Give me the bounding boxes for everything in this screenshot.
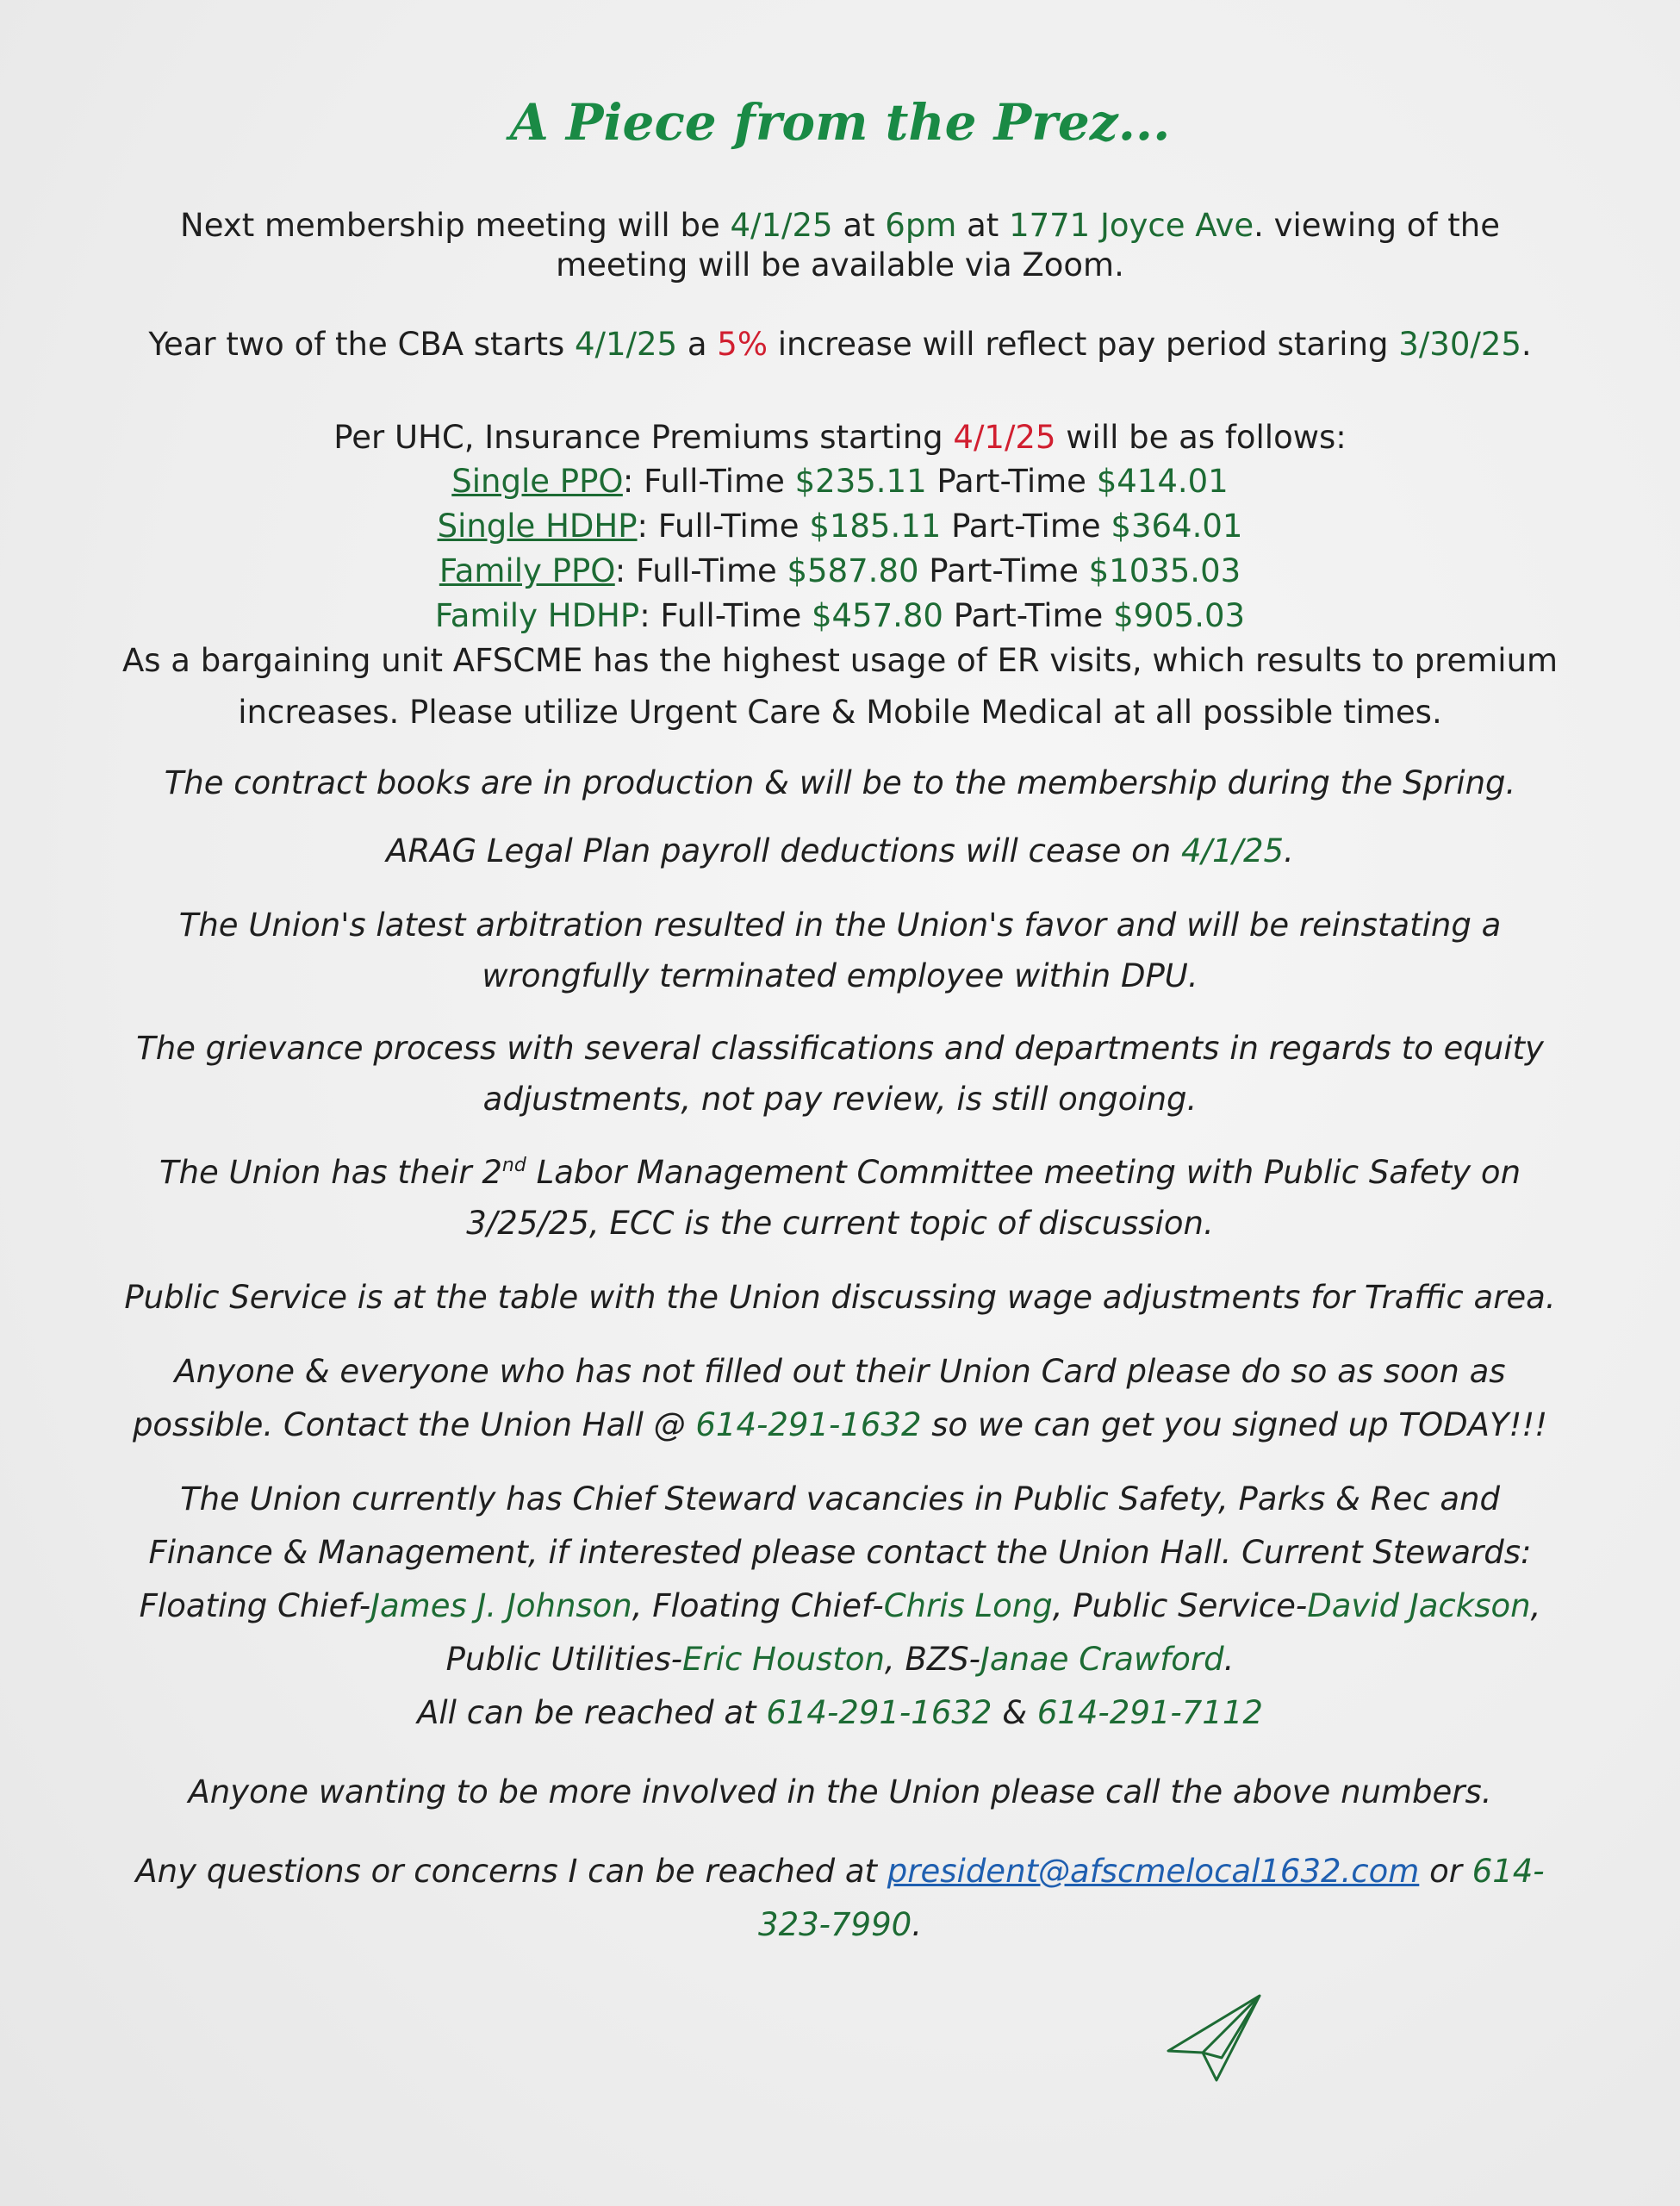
meeting-line-1: Next membership meeting will be 4/1/25 at 6pm at 1771 Joyce Ave. viewing of the — [180, 207, 1500, 244]
stewards-line-1: The Union currently has Chief Steward vacancies in Public Safety, Parks & Rec and — [180, 1480, 1500, 1517]
stewards-line-2: Finance & Management, if interested please contact the Union Hall. Current Stewards: — [148, 1534, 1532, 1571]
labor-mgmt-line-2: 3/25/25, ECC is the current topic of discussion. — [466, 1205, 1214, 1242]
arag-line: ARAG Legal Plan payroll deductions will cease on 4/1/25. — [386, 832, 1294, 869]
contact-line-2: 323-7990. — [758, 1906, 922, 1943]
insurance-intro: Per UHC, Insurance Premiums starting 4/1/25 will be as follows: — [333, 419, 1347, 456]
plan-row: Family PPO: Full-Time $587.80 Part-Time $1035.03 — [439, 552, 1241, 589]
paper-plane-icon — [1165, 1991, 1273, 2085]
arbitration-line-1: The Union's latest arbitration resulted in the Union's favor and will be reinstating a — [178, 907, 1502, 944]
insurance-note-2: increases. Please utilize Urgent Care & Mobile Medical at all possible times. — [238, 694, 1442, 731]
grievance-line-2: adjustments, not pay review, is still ongoing. — [482, 1081, 1198, 1118]
stewards-line-5: All can be reached at 614-291-1632 & 614-291-7112 — [417, 1694, 1263, 1731]
email-link[interactable]: president@afscmelocal1632.com — [887, 1853, 1420, 1890]
public-service-line: Public Service is at the table with the Union discussing wage adjustments for Traffic area. — [124, 1279, 1556, 1316]
stewards-line-3: Floating Chief-James J. Johnson, Floating Chief-Chris Long, Public Service-David Jackson, — [139, 1587, 1541, 1624]
contract-books: The contract books are in production & will be to the membership during the Spring. — [164, 764, 1516, 801]
labor-mgmt-line-1: The Union has their 2nd Labor Management Committee meeting with Public Safety on — [159, 1154, 1521, 1191]
arbitration-line-2: wrongfully terminated employee within DPU. — [482, 957, 1198, 994]
stewards-line-4: Public Utilities-Eric Houston, BZS-Janae Crawford. — [445, 1641, 1235, 1678]
involved-line: Anyone wanting to be more involved in the Union please call the above numbers. — [188, 1773, 1492, 1810]
plan-row: Single PPO: Full-Time $235.11 Part-Time $414.01 — [451, 463, 1229, 500]
plan-row: Single HDHP: Full-Time $185.11 Part-Time $364.01 — [437, 508, 1243, 545]
grievance-line-1: The grievance process with several classifications and departments in regards to equity — [136, 1030, 1544, 1067]
meeting-line-2: meeting will be available via Zoom. — [556, 246, 1124, 284]
union-card-line-1: Anyone & everyone who has not filled out their Union Card please do so as soon as — [174, 1353, 1506, 1390]
contact-line-1: Any questions or concerns I can be reached at president@afscmelocal1632.com or 614- — [135, 1853, 1545, 1890]
page-title: A Piece from the Prez... — [509, 93, 1171, 152]
union-card-line-2: possible. Contact the Union Hall @ 614-291-1632 so we can get you signed up TODAY!!! — [132, 1406, 1548, 1443]
cba-line: Year two of the CBA starts 4/1/25 a 5% increase will reflect pay period staring 3/30/25. — [148, 326, 1532, 363]
plan-row: Family HDHP: Full-Time $457.80 Part-Time $905.03 — [434, 597, 1246, 634]
insurance-note-1: As a bargaining unit AFSCME has the highest usage of ER visits, which results to premium — [121, 642, 1559, 679]
